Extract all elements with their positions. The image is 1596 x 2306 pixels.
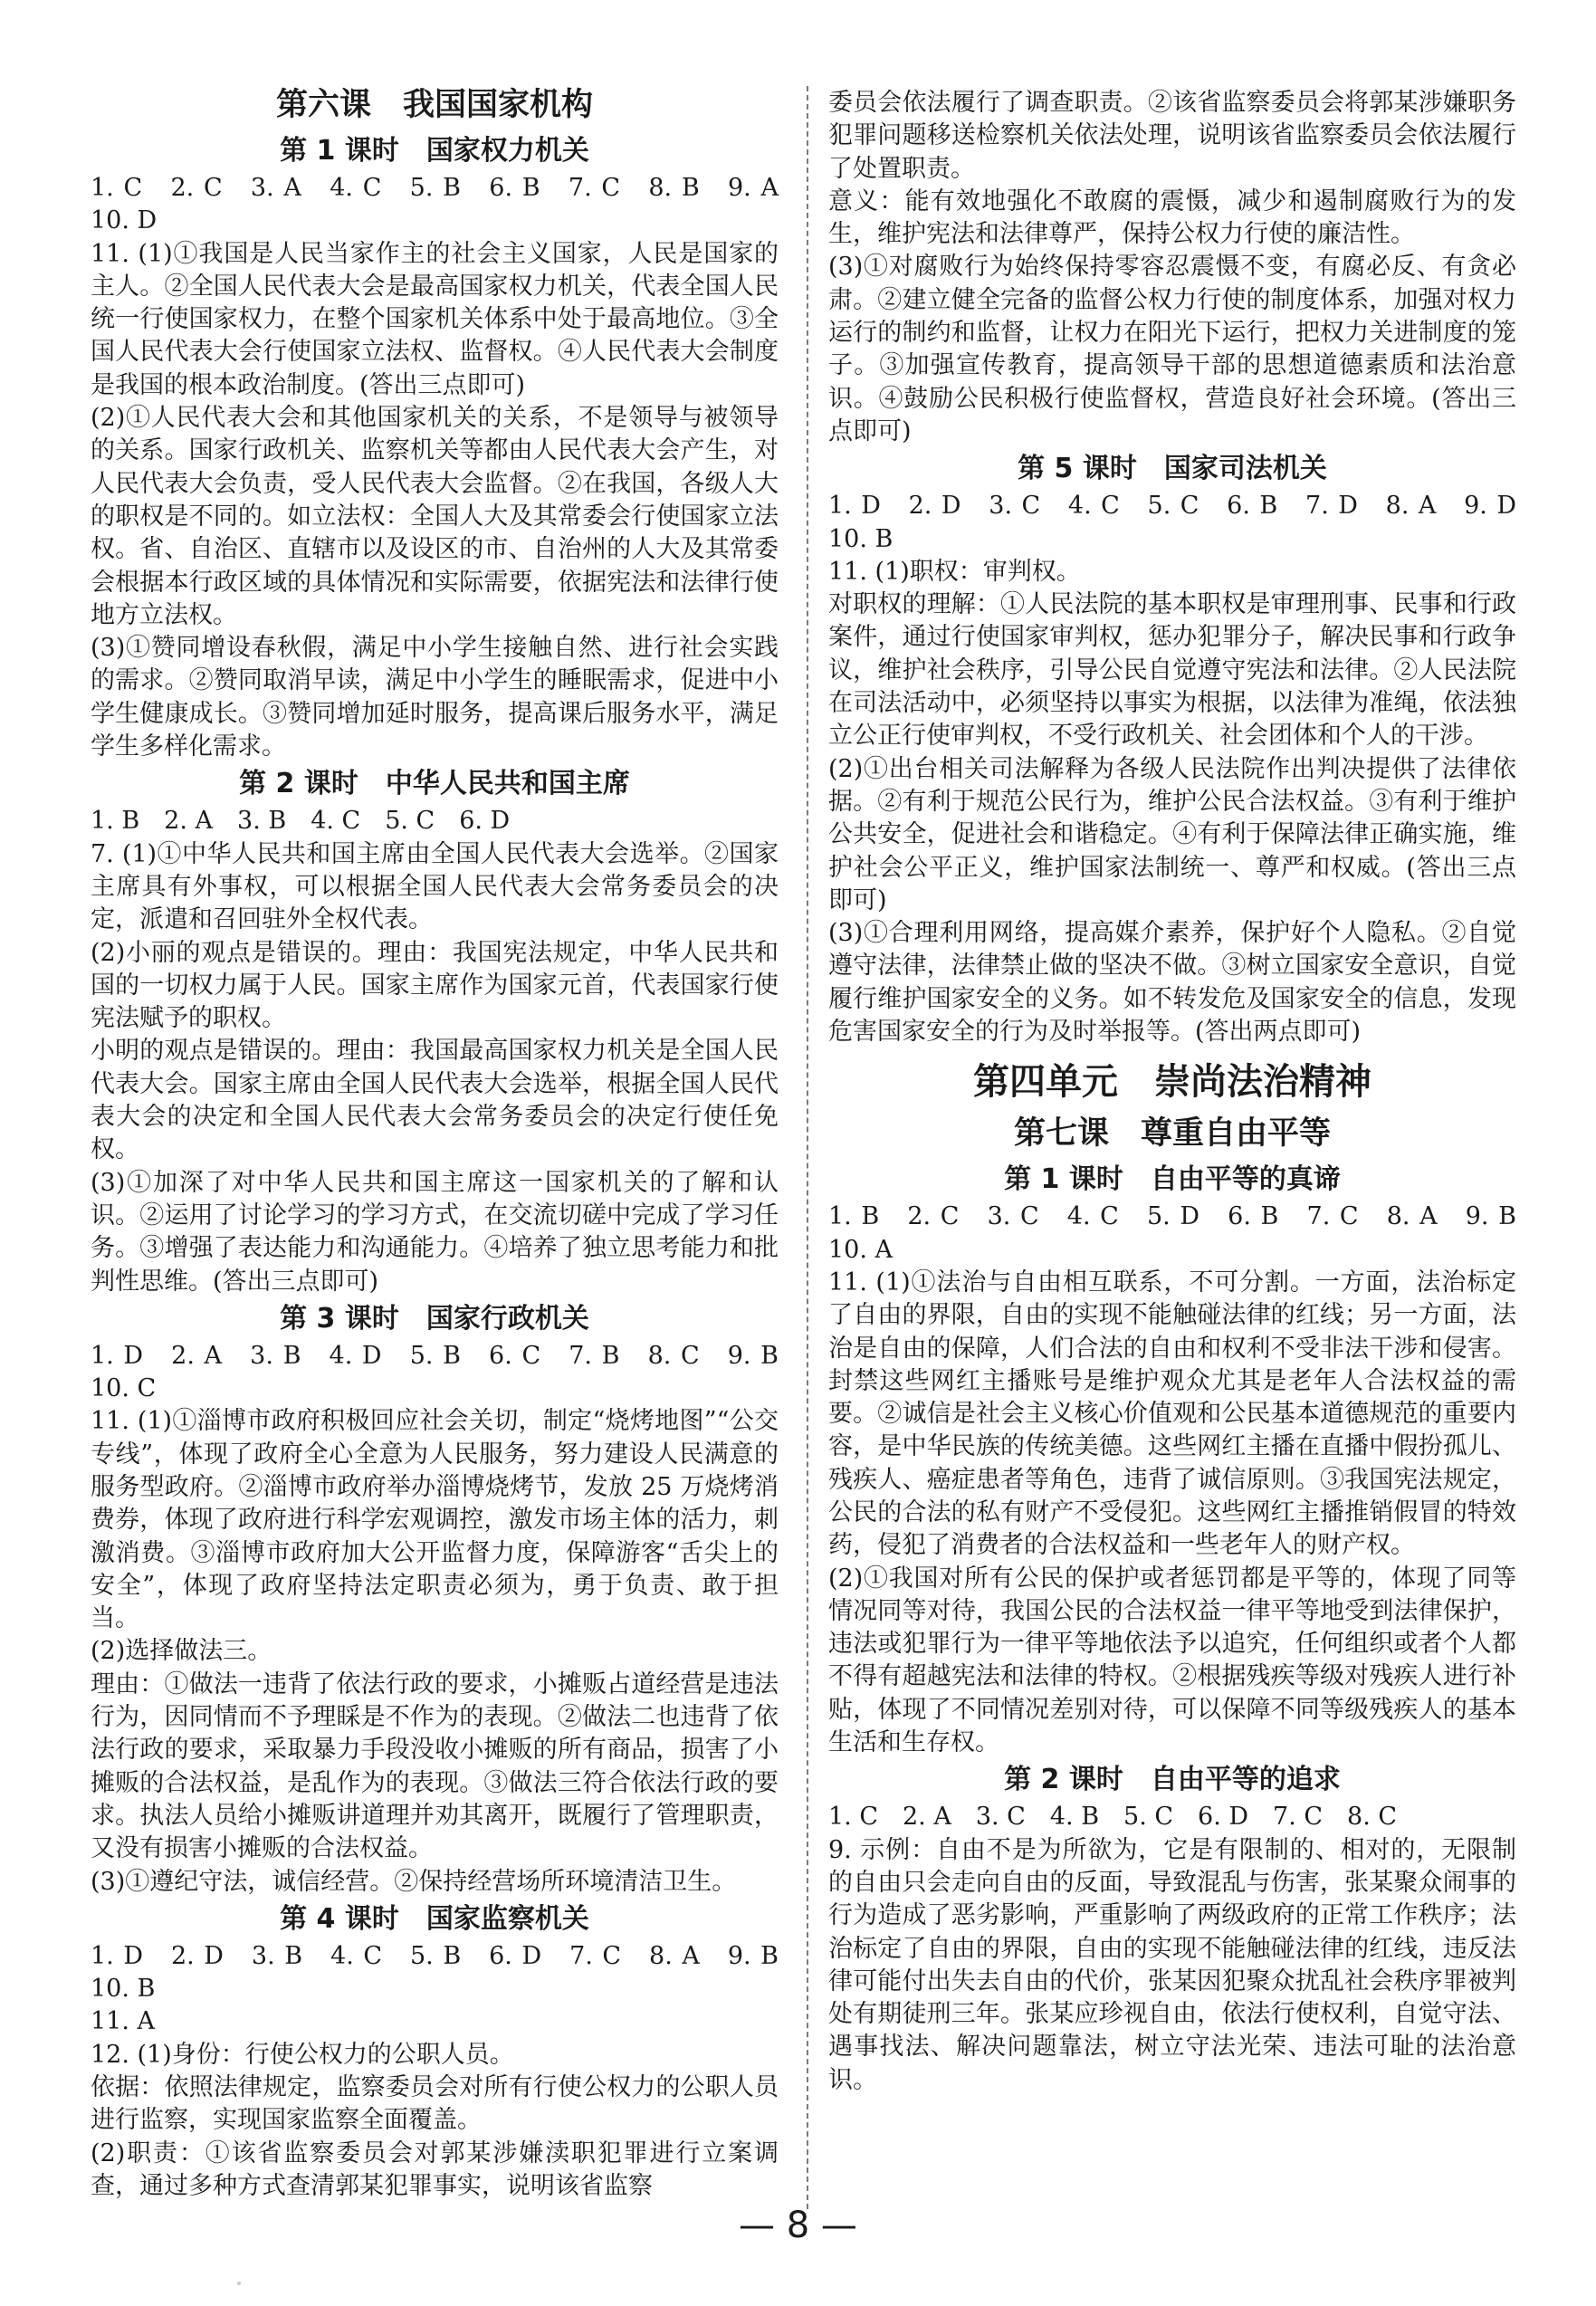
answer-paragraph: (2)①人民代表大会和其他国家机关的关系，不是领导与被领导的关系。国家行政机关、监察机关等都由人民代表大会产生，对人民代表大会负责，受人民代表大会监督。②在我国，各级人大的职权是不同的。如立法权：全国人大及其常委会行使国家立法权。省、自治区、直辖市以及设区的市、自治州的人大及其常委会根据本行政区域的具体情况和实际需要，依据宪法和法律行使地方立法权。 (91, 404, 779, 629)
answer-paragraph: (3)①赞同增设春秋假，满足中小学生接触自然、进行社会实践的需求。②赞同取消早读，满足中小学生的睡眠需求，促进中小学生健康成长。③赞同增加延时服务，提高课后服务水平，满足学生多样化需求。 (91, 634, 779, 761)
left-column (91, 81, 803, 2203)
period-heading: 第 1 课时 自由平等的真谛 (1004, 1163, 1341, 1196)
answer-paragraph: (2)职责：①该省监察委员会对郭某涉嫌渎职犯罪进行立案调查，通过多种方式查清郭某犯罪事实，说明该省监察 (91, 2139, 779, 2200)
answer-paragraph: 小明的观点是错误的。理由：我国最高国家权力机关是全国人民代表大会。国家主席由全国人民代表大会选举，根据全国人民代表大会的决定和全国人民代表大会常务委员会的决定行使任免权。 (91, 1037, 779, 1164)
answer-paragraph: 理由：①做法一违背了依法行政的要求，小摊贩占道经营是违法行为，因同情而不予理睬是不作为的表现。②做法二也违背了依法行政的要求，采取暴力手段没收小摊贩的所有商品，损害了小摊贩的合法权益，是乱作为的表现。③做法三符合依法行政的要求。执法人员给小摊贩讲道理并劝其离开，既履行了管理职责，又没有损害小摊贩的合法权益。 (91, 1670, 779, 1863)
answer-paragraph: 意义：能有效地强化不敢腐的震慑，减少和遏制腐败行为的发生，维护宪法和法律尊严，保持公权力行使的廉洁性。 (828, 187, 1516, 249)
answer-paragraph: 1. C 2. A 3. C 4. B 5. C 6. D 7. C 8. C (828, 1803, 1398, 1832)
answer-paragraph: 1. C 2. C 3. A 4. C 5. B 6. B 7. C 8. B 9. A 10. D (91, 174, 803, 235)
answer-paragraph: 7. (1)①中华人民共和国主席由全国人民代表大会选举。②国家主席具有外事权，可以根据全国人民代表大会常务委员会的决定，派遣和召回驻外全权代表。 (91, 839, 779, 934)
scan-dot (237, 2282, 241, 2285)
period-heading: 第 5 课时 国家司法机关 (1018, 453, 1327, 485)
period-heading: 第 2 课时 自由平等的追求 (1004, 1764, 1341, 1796)
period-heading: 第 1 课时 国家权力机关 (280, 135, 589, 167)
answer-paragraph: 11. (1)①我国是人民当家作主的社会主义国家，人民是国家的主人。②全国人民代表大会是最高国家权力机关，代表全国人民统一行使国家权力，在整个国家机关体系中处于最高地位。③全国人民代表大会行使国家立法权、监督权。④人民代表大会制度是我国的根本政治制度。(答出三点即可) (91, 239, 779, 399)
unit-heading: 第四单元 崇尚法治精神 (973, 1061, 1371, 1104)
answer-paragraph: 9. 示例：自由不是为所欲为，它是有限制的、相对的，无限制的自由只会走向自由的反面，导致混乱与伤害，张某聚众闹事的行为造成了恶劣影响，严重影响了两级政府的正常工作秩序；法治标定了自由的界限，自由的实现不能触碰法律的红线，违反法律可能付出失去自由的代价，张某因犯聚众扰乱社会秩序罪被判处有期徒刑三年。张某应珍视自由，依法行使权利，自觉守法、遇事找法、解决问题靠法，树立守法光荣、违法可耻的法治意识。 (828, 1835, 1516, 2094)
lesson-heading: 第六课 我国国家机构 (275, 87, 593, 123)
answer-paragraph: (2)①出台相关司法解释为各级人民法院作出判决提供了法律依据。②有利于规范公民行为，维护公民合法权益。③有利于维护公共安全，促进社会和谐稳定。④有利于保障法律正确实施，维护社会公平正义，维护国家法制统一、尊严和权威。(答出三点即可) (828, 754, 1516, 914)
answer-paragraph: 1. D 2. D 3. C 4. C 5. C 6. B 7. D 8. A 9. D 10. B (828, 492, 1541, 553)
answer-paragraph: 1. B 2. A 3. B 4. C 5. C 6. D (91, 807, 511, 836)
answer-paragraph: (3)①加深了对中华人民共和国主席这一国家机关的了解和认识。②运用了讨论学习的学习方式，在交流切磋中完成了学习任务。③增强了表达能力和沟通能力。④培养了独立思考能力和批判性思维。(答出三点即可) (91, 1168, 779, 1296)
answer-paragraph: 1. B 2. C 3. C 4. C 5. D 6. B 7. C 8. A 9. B 10. A (828, 1202, 1541, 1264)
period-heading: 第 3 课时 国家行政机关 (280, 1302, 589, 1335)
answer-paragraph: 11. (1)①法治与自由相互联系，不可分割。一方面，法治标定了自由的界限，自由的实现不能触碰法律的红线；另一方面，法治是自由的保障，人们合法的自由和权利不受非法干涉和侵害。封禁这些网红主播账号是维护观众尤其是老年人合法权益的需要。②诚信是社会主义核心价值观和公民基本道德规范的重要内容，是中华民族的传统美德。这些网红主播在直播中假扮孤儿、残疾人、癌症患者等角色，违背了诚信原则。③我国宪法规定，公民的合法的私有财产不受侵犯。这些网红主播推销假冒的特效药，侵犯了消费者的合法权益和一些老年人的财产权。 (828, 1268, 1516, 1560)
period-heading: 第 2 课时 中华人民共和国主席 (239, 768, 630, 800)
answer-paragraph: (3)①遵纪守法，诚信经营。②保持经营场所环境清洁卫生。 (91, 1867, 737, 1896)
column-divider (807, 86, 808, 2209)
lesson-heading: 第七课 尊重自由平等 (1013, 1115, 1331, 1153)
answer-paragraph: 11. A (91, 2007, 156, 2036)
answer-paragraph: 11. (1)①淄博市政府积极回应社会关切，制定“烧烤地图”“公交专线”，体现了政府全心全意为人民服务，努力建设人民满意的服务型政府。②淄博市政府举办淄博烧烤节，发放 25 万烧烤消费券，体现了政府进行科学宏观调控，激发市场主体的活力，刺激消费。③淄博市政府加大公开监督力度，保障游客“舌尖上的安全”，体现了政府坚持法定职责必须为，勇于负责、敢于担当。 (91, 1407, 779, 1633)
answer-paragraph: (3)①对腐败行为始终保持零容忍震慑不变，有腐必反、有贪必肃。②建立健全完备的监督公权力行使的制度体系，加强对权力运行的制约和监督，让权力在阳光下运行，把权力关进制度的笼子。③加强宣传教育，提高领导干部的思想道德素质和法治意识。④鼓励公民积极行使监督权，营造良好社会环境。(答出三点即可) (828, 253, 1516, 445)
page-number: — 8 — (739, 2205, 857, 2246)
period-heading: 第 4 课时 国家监察机关 (280, 1902, 589, 1935)
right-column (828, 87, 1541, 2097)
answer-paragraph: 1. D 2. D 3. B 4. C 5. B 6. D 7. C 8. A 9. B 10. B (91, 1941, 803, 2004)
answer-paragraph: 依据：依照法律规定，监察委员会对所有行使公权力的公职人员进行监察，实现国家监察全面覆盖。 (91, 2073, 779, 2135)
answer-paragraph: 对职权的理解：①人民法院的基本职权是审理刑事、民事和行政案件，通过行使国家审判权，惩办犯罪分子，解决民事和行政争议，维护社会秩序，引导公民自觉遵守宪法和法律。②人民法院在司法活动中，必须坚持以事实为根据，以法律为准绳，依法独立公正行使审判权，不受行政机关、社会团体和个人的干涉。 (828, 590, 1516, 751)
answer-paragraph: (2)小丽的观点是错误的。理由：我国宪法规定，中华人民共和国的一切权力属于人民。国家主席作为国家元首，代表国家行使宪法赋予的职权。 (91, 938, 779, 1033)
answer-paragraph: 12. (1)身份：行使公权力的公职人员。 (91, 2040, 514, 2069)
answer-paragraph: 11. (1)职权：审判权。 (828, 557, 1081, 586)
answer-paragraph: (2)选择做法三。 (91, 1637, 272, 1666)
answer-paragraph: (3)①合理利用网络，提高媒介素养，保护好个人隐私。②自觉遵守法律，法律禁止做的坚决不做。③树立国家安全意识，自觉履行维护国家安全的义务。如不转发危及国家安全的信息，发现危害国家安全的行为及时举报等。(答出两点即可) (828, 919, 1516, 1047)
answer-paragraph: 1. D 2. A 3. B 4. D 5. B 6. C 7. B 8. C 9. B 10. C (91, 1341, 803, 1403)
answer-paragraph: (2)①我国对所有公民的保护或者惩罚都是平等的，体现了同等情况同等对待，我国公民的合法权益一律平等地受到法律保护，违法或犯罪行为一律平等地依法予以追究，任何组织或者个人都不得有超越宪法和法律的特权。②根据残疾等级对残疾人进行补贴，体现了不同情况差别对待，可以保障不同等级残疾人的基本生活和生存权。 (828, 1564, 1516, 1757)
answer-paragraph: 委员会依法履行了调查职责。②该省监察委员会将郭某涉嫌职务犯罪问题移送检察机关依法处理，说明该省监察委员会依法履行了处置职责。 (828, 89, 1516, 183)
